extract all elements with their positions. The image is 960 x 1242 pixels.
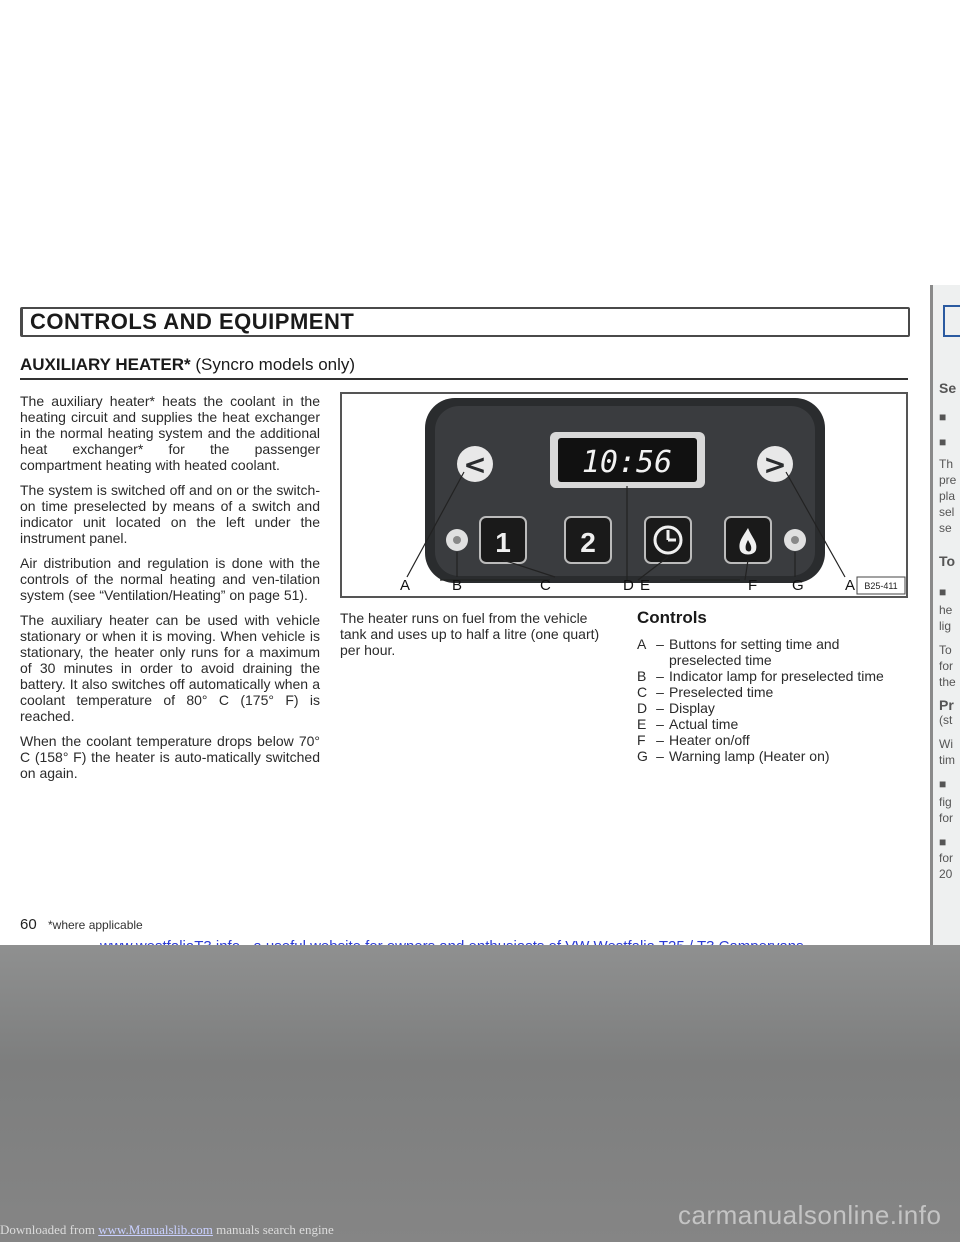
next-page-text-fragment: To — [939, 643, 952, 657]
control-unit-diagram — [340, 392, 908, 598]
indicator-lamp-b-center — [453, 536, 461, 544]
next-page-text-fragment: for — [939, 659, 954, 673]
sub-heading — [20, 355, 355, 375]
site-watermark: carmanualsonline.info — [678, 1200, 942, 1230]
legend-letter: D — [637, 700, 648, 716]
download-note — [0, 1222, 334, 1238]
figure-code: B25-411 — [864, 581, 898, 591]
next-page-text-fragment: ■ — [939, 835, 947, 849]
legend-item — [637, 668, 912, 684]
next-page-text-fragment: Wi — [939, 737, 953, 751]
next-page-text-fragment: ■ — [939, 435, 947, 449]
footnote: *where applicable — [48, 918, 143, 932]
label-g: G — [792, 577, 804, 594]
display-time: 10:56 — [581, 445, 673, 480]
next-page-text-fragment: ■ — [939, 585, 947, 599]
paragraph: The system is switched off and on or the switch- on time preselected by means of a switch and indicator unit located on the left under the instrument panel. — [20, 482, 320, 546]
next-page-text-fragment: Th — [939, 457, 954, 471]
sub-heading-bold: AUXILIARY HEATER* — [20, 355, 191, 374]
next-page-edge — [930, 285, 960, 945]
paragraph: When the coolant temperature drops below 70° C (158° F) the heater is auto-matically switched on again. — [20, 733, 320, 781]
download-suffix: manuals search engine — [212, 1222, 334, 1237]
paragraph: Air distribution and regulation is done with the controls of the normal heating and ven-tilation system (see “Ventilation/Heating” on page 51). — [20, 555, 320, 603]
next-page-text-fragment: sel — [939, 505, 955, 519]
legend-item — [637, 748, 912, 764]
manualslib-link[interactable]: www.Manualslib.com — [98, 1222, 213, 1237]
next-page-text-fragment: tim — [939, 753, 955, 767]
next-page-text-fragment: Pr — [939, 697, 954, 713]
label-b: B — [452, 577, 463, 594]
controls-legend — [637, 608, 912, 764]
legend-item — [637, 732, 912, 748]
label-a-left: A — [400, 577, 411, 594]
heading-rule — [20, 378, 908, 380]
legend-text: Buttons for setting time and preselected time — [669, 636, 840, 668]
section-title: CONTROLS AND EQUIPMENT — [30, 309, 355, 334]
legend-item — [637, 716, 912, 732]
next-page-text-fragment: fig — [939, 795, 952, 809]
body-column-1 — [20, 393, 320, 790]
legend-text: Display — [669, 700, 715, 716]
legend-item — [637, 700, 912, 716]
next-page-text-fragment: Se — [939, 380, 957, 396]
next-page-text-fragment: pla — [939, 489, 956, 503]
legend-letter: F — [637, 732, 646, 748]
left-arrow-icon: < — [463, 448, 487, 481]
right-arrow-icon: > — [763, 448, 787, 481]
next-page-text-fragment: (st — [939, 713, 953, 727]
button-1-label: 1 — [495, 527, 511, 558]
legend-letter: C — [637, 684, 648, 700]
label-c: C — [540, 577, 551, 594]
legend-letter: B — [637, 668, 647, 684]
next-page-text-fragment: To — [939, 553, 956, 569]
legend-item — [637, 636, 912, 668]
next-page-text-fragment: ■ — [939, 777, 947, 791]
legend-dash: – — [656, 668, 664, 684]
scan-background — [0, 945, 960, 1242]
legend-dash: – — [656, 684, 664, 700]
next-page-text-fragment: pre — [939, 473, 957, 487]
legend-dash: – — [656, 700, 664, 716]
next-page-text-fragment: ■ — [939, 410, 947, 424]
legend-text: Indicator lamp for preselected time — [669, 668, 884, 684]
download-prefix: Downloaded from — [0, 1222, 99, 1237]
warning-lamp-g-center — [791, 536, 799, 544]
legend-letter: A — [637, 636, 647, 652]
body-column-2: The heater runs on fuel from the vehicle tank and uses up to half a litre (one quart) per hour. — [340, 610, 600, 658]
legend-dash: – — [656, 636, 664, 652]
legend-letter: G — [637, 748, 648, 764]
paragraph: The auxiliary heater can be used with vehicle stationary or when it is moving. When vehicle is stationary, the heater only runs for a maximum of 30 minutes in order to avoid draining the battery. It also switches off automatically when a coolant temperature of 80° C (175° F) is reached. — [20, 612, 320, 724]
label-f: F — [748, 577, 758, 594]
next-page-text-fragment: he — [939, 603, 953, 617]
sub-heading-rest: (Syncro models only) — [190, 355, 356, 374]
legend-dash: – — [656, 732, 664, 748]
next-page-text-fragment: 20 — [939, 867, 953, 881]
page-number: 60 — [20, 916, 37, 933]
next-page-text-fragment: for — [939, 811, 954, 825]
legend-item — [637, 684, 912, 700]
label-e: E — [640, 577, 651, 594]
paragraph: The auxiliary heater* heats the coolant in the heating circuit and supplies the heat exchanger in the normal heating system and the additional heat exchanger* for the passenger compartment heating with heated coolant. — [20, 393, 320, 473]
next-page-text-fragment: the — [939, 675, 956, 689]
legend-text: Warning lamp (Heater on) — [669, 748, 830, 764]
next-page-text-fragment: for — [939, 851, 954, 865]
legend-text: Heater on/off — [669, 732, 750, 748]
legend-dash: – — [656, 748, 664, 764]
label-a-right: A — [845, 577, 856, 594]
controls-heading: Controls — [637, 608, 707, 627]
top-blank-area — [0, 0, 960, 285]
legend-letter: E — [637, 716, 647, 732]
legend-dash: – — [656, 716, 664, 732]
next-page-text-fragment: lig — [939, 619, 952, 633]
legend-text: Actual time — [669, 716, 739, 732]
next-page-section-bar — [943, 305, 960, 337]
next-page-text-fragment: se — [939, 521, 952, 535]
button-2-label: 2 — [580, 527, 596, 558]
label-d: D — [623, 577, 634, 594]
legend-text: Preselected time — [669, 684, 774, 700]
